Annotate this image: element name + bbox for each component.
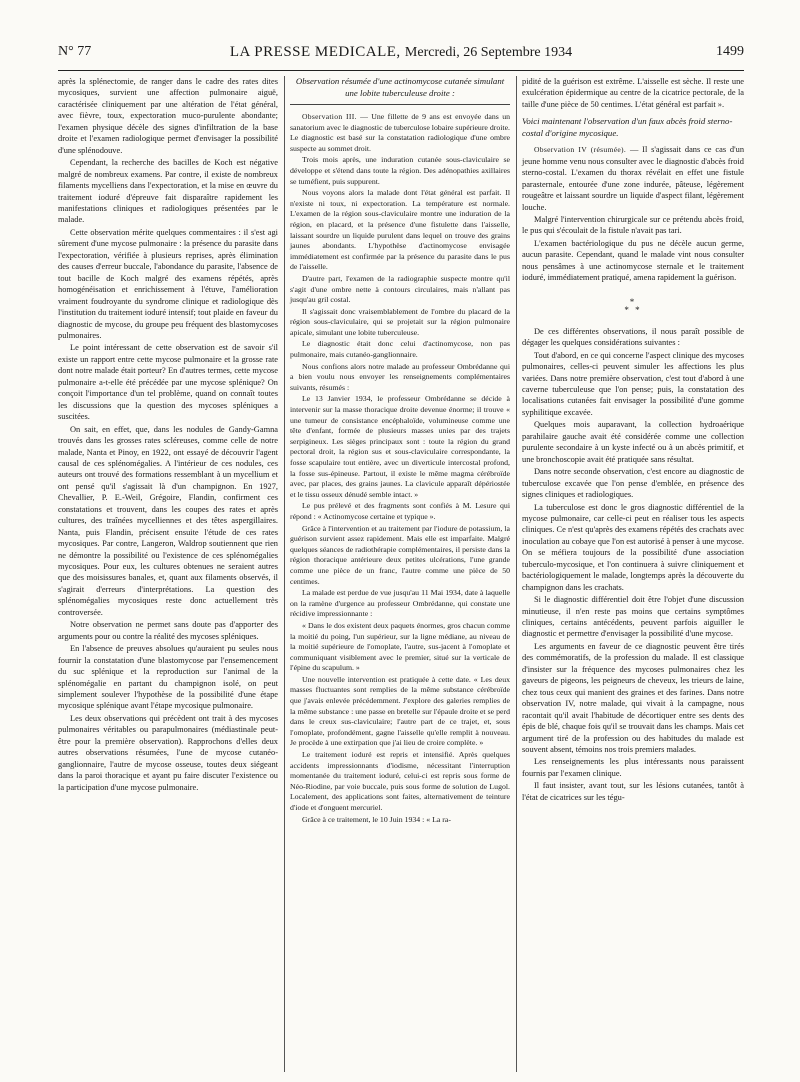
paragraph: Il faut insister, avant tout, sur les lésions cutanées, tantôt à l'état de cicatrices sur les tégu- <box>522 781 744 802</box>
column-divider <box>516 76 517 1072</box>
section-subtitle: Voici maintenant l'observation d'un faux abcès froid sterno-costal d'origine mycosique. <box>522 116 733 138</box>
observation-label: Observation III. <box>302 112 357 121</box>
paragraph: après la splénectomie, de ranger dans le cadre des rates dites mycosiques, survient une affection pulmonaire aiguë, caractérisée cliniquement par une altération de l'état général, avec fièvre, toux, expectoration muco-purulente abondante; l'examen physique décèle des signes d'infiltration de la base droite et l'examen radiologique permet d'envisager la possibilité d'une splénodouve. <box>58 77 278 155</box>
paragraph: Le point intéressant de cette observation est de savoir s'il existe un rapport entre cette mycose pulmonaire et la grosse rate dont notre malade était porteur? En d'autres termes, cette mycose pulmonaire a-t-elle été précédée par une mycose splénique? On conçoit l'importance d'un tel problème, quand on connaît toutes les discussions que la question des mycoses spléniques a suscitées. <box>58 343 278 422</box>
paragraph: Le traitement ioduré est repris et intensifié. Après quelques accidents impressionnants d'iodisme, nécessitant l'interruption momentanée du traitement ioduré, celui-ci est repris sous forme de Néo-Riodine, par voie buccale, puis sous forme de solution de Lugol. Localement, des applications sont faites, alternativement de teinture d'iode et d'onguent mercuriel. <box>290 750 510 812</box>
paragraph: Il s'agissait donc vraisemblablement de l'ombre du placard de la région sous-claviculaire, qui se projetait sur la région pulmonaire apicale, simulant une lobite tuberculeuse. <box>290 306 510 337</box>
paragraph <box>522 144 744 213</box>
paragraph: La tuberculose est donc le gros diagnostic différentiel de la mycose pulmonaire, car celle-ci peut en réaliser tous les aspects cliniques. Ce n'est qu'après des examens répétés des crachats avec inoculation au cobaye que l'on est autorisé à penser à une mycose. On se méfiera toujours de la possibilité d'une association tuberculo-mycosique, et l'on continuera à suivre cliniquement et bactériologiquement le malade, longtemps après la découverte du champignon dans les crachats. <box>522 502 744 592</box>
paragraph: Cependant, la recherche des bacilles de Koch est négative malgré de nombreux examens. Par contre, il existe de nombreux filaments mycelliens dans l'expectoration, et la mise en œuvre du traitement ioduré d'épreuve fait disparaître rapidement les manifestations cliniques et radiologiques présentées par le malade. <box>58 158 278 225</box>
paragraph: « Dans le dos existent deux paquets énormes, gros chacun comme la moitié du poing, l'un supérieur, sur la ligne médiane, au niveau de la moitié supérieure de l'omoplate, l'autre, sus-jacent à l'omoplate et communiquant visiblement avec le premier, situé sur la verticale de l'épine du scapulum. » <box>290 620 510 673</box>
paragraph: En l'absence de preuves absolues qu'auraient pu seules nous fournir la constatation d'une blastomycose par l'ensemencement du suc splénique et la reproduction sur l'animal de la splénomégalie en partant du champignon isolé, on peut simplement soulever l'hypothèse de la possibilité d'une étape mycosique splénique avant l'étape mycosique pulmonaire. <box>58 644 278 711</box>
paragraph: Le diagnostic était donc celui d'actinomycose, non pas pulmonaire, mais cutanéo-ganglionnaire. <box>290 339 510 360</box>
paragraph: Les arguments en faveur de ce diagnostic peuvent être tirés des commémoratifs, de la profession du malade. Il est classique d'insister sur la fréquence des mycoses pulmonaires chez les gaveurs de pigeons, les peigneurs de cheveux, les trieurs de laine, chez tous ceux qui manient des graines et des farines. Dans notre observation IV, notre malade, qui vivait à la campagne, nous racontait qu'il avait l'habitude de décortiquer entre ses dents des épis de blé, chaque fois qu'il se trouvait dans les champs. Mais cet argument tiré de la profession ou des habitudes du malade est souvent absent, témoins nos trois premiers malades. <box>522 641 744 755</box>
paragraph: Le pus prélevé et des fragments sont confiés à M. Lesure qui répond : « Actinomycose certaine et typique ». <box>290 501 510 521</box>
paragraph: Notre observation ne permet sans doute pas d'apporter des arguments pour ou contre la réalité des mycoses spléniques. <box>58 620 278 641</box>
paragraph: On sait, en effet, que, dans les nodules de Gandy-Gamna trouvés dans les grosses rates scléreuses, comme celle de notre malade, Nanta et Pinoy, en 1922, ont essayé de découvrir l'agent causal de ces splénomégalies. A l'intérieur de ces nodules, ces auteurs ont trouvé des formations ressemblant à un mycellium et ont pensé qu'il s'agissait là d'un champignon. En 1927, Chevallier, P. E.-Weil, Grégoire, Flandin, confirment ces constatations et trouvent, dans les coupes des rates et après cultures, des traînées mycelliennes et des têtes aspergillaires. Nanta, puis Flandin, précisent ensuite l'étude de ces rates mycosiques. Par contre, Langeron, Waldrop soutiennent que rien ne démontre la possibilité ou l'existence de ces splénomégalies mycosiques. Pour eux, les cultures obtenues ne seraient autres que des moisissures banales, et, quant aux filaments observés, il s'agirait d'erreurs d'interprétations. La question des splénomégalies mycosiques reste donc actuellement très controversée. <box>58 424 278 617</box>
paragraph: Les renseignements les plus intéressants nous paraissent fournis par l'examen clinique. <box>522 757 744 778</box>
column-divider <box>284 76 285 1072</box>
section-subtitle: Observation résumée d'une actinomycose cutanée simulant une lobite tuberculeuse droite : <box>290 76 510 105</box>
paragraph: Nous voyons alors la malade dont l'état général est parfait. Il n'existe ni toux, ni expectoration. La température est normale. L'examen de la région sous-claviculaire montre une induration de la région, en placard, et la présence d'une fistulette dans l'aisselle, laissant sourdre un liquide purulent dans lequel on trouve des grains jaunes abondants. L'hypothèse d'actinomycose envisagée immédiatement est confirmée par la présence du parasite dans le pus de l'aisselle. <box>290 188 510 272</box>
paragraph: La malade est perdue de vue jusqu'au 11 Mai 1934, date à laquelle on la ramène d'urgence au professeur Ombrédanne, qui constate une récidive impressionnante : <box>290 588 510 619</box>
paragraph: pidité de la guérison est extrême. L'aisselle est sèche. Il reste une exulcération épidermique au centre de la cicatrice pectorale, de la taille d'une pièce de 50 centimes. L'état général est parfait ». <box>522 77 744 109</box>
paragraph-text: — Il s'agissait dans ce cas d'un jeune homme venu nous consulter avec le diagnostic d'abcès froid sterno-costal. L'examen du thorax révélait en effet une fistule parasternale, entourée d'une zone indurée, pâteuse, légèrement rougeâtre et laissant sourdre un liquide d'aspect filant, légèrement louche. <box>522 145 745 212</box>
paragraph: Quelques mois auparavant, la collection hydroaérique parahilaire gauche avait été considérée comme une collection purulente secondaire à un kyste infecté ou à un abcès primitif, et une bronchoscopie avait été pratiquée sans résultat. <box>522 420 744 464</box>
paragraph: De ces différentes observations, il nous paraît possible de dégager les quelques considérations suivantes : <box>522 326 744 348</box>
paragraph <box>290 112 510 154</box>
paragraph: Malgré l'intervention chirurgicale sur ce prétendu abcès froid, le pus qui s'écoulait de la fistule n'avait pas tari. <box>522 214 744 236</box>
paragraph-text: — Une fillette de 9 ans est envoyée dans un sanatorium avec le diagnostic de tuberculose lobaire supérieure droite. Le diagnostic est basé sur la constatation radiologique d'une ombre suspecte au sommet droit. <box>290 112 510 153</box>
journal-name: LA PRESSE MEDICALE, <box>229 44 401 60</box>
column-2 <box>290 76 510 826</box>
paragraph: Cette observation mérite quelques commentaires : il s'est agi sûrement d'une mycose pulmonaire : la présence du parasite dans l'expectoration, vérifiée à plusieurs reprises, après élimination des causes d'erreur buccale, l'abondance du parasite, l'absence de tout bacille de Koch malgré des examens répétés, après homogénéisation et enrichissement à l'étuve, l'amélioration vraiment foudroyante du syndrome clinique et radiologique dès l'institution du traitement ioduré intensif; tout plaide en faveur du diagnostic de mycose, du groupe peu fréquent des blastomycoses pulmonaires. <box>58 227 278 340</box>
page-header <box>58 44 744 71</box>
paragraph: Le 13 Janvier 1934, le professeur Ombrédanne se décide à intervenir sur la masse thoracique droite devenue énorme; il trouve « une tumeur de consistance encéphaloïde, volumineuse comme une tête d'enfant, formée de plusieurs masses unies par des trajets serpigineux. Les sièges principaux sont : toute la région du grand pectoral droit, la région sus et sous-claviculaire correspondante, la fosse scapulaire tout entière, avec un diverticule intercostal profond, la fosse sus-épineuse. Partout, il existe le même magma cérébroïde avec, par places, des grains jaunes. La clavicule apparaît dépériostée et le tissu osseux dénudé semble intact. » <box>290 394 510 499</box>
paragraph: Dans notre seconde observation, c'est encore au diagnostic de tuberculose excavée que l'on pense d'emblée, en présence des signes cliniques et radiologiques. <box>522 467 744 500</box>
paragraph: Tout d'abord, en ce qui concerne l'aspect clinique des mycoses pulmonaires, celles-ci peuvent simuler les affections les plus variées. Dans notre première observation, c'est tout d'abord à une caverne tuberculeuse que l'on pense; puis, la constatation des localisations cutanées fait envisager la possibilité d'une gomme syphilitique excavée. <box>522 350 744 417</box>
paragraph: Une nouvelle intervention est pratiquée à cette date. « Les deux masses fluctuantes sont remplies de la même substance cérébroïde que j'avais enlevée précédemment. J'explore des galeries remplies de la même substance : une passe en bretelle sur l'épaule droite et se perd dans le creux sus-claviculaire; l'autre part de ce trajet, et, sous l'omoplate, profondément, gagne l'aisselle qu'elle remplit à nouveau. Je procède à une extirpation que j'ai lieu de croire complète. » <box>290 674 510 748</box>
column-1 <box>58 76 278 794</box>
paragraph: Les deux observations qui précèdent ont trait à des mycoses pulmonaires véritables ou parapulmonaires (médiastinale peut-être pour la première observation). Rapprochons d'elles deux autres observations résumées, l'une de mycose cutanéo-ganglionnaire, l'autre de mycose osseuse, toutes deux siégeant dans la paroi thoracique et ayant pu faire discuter l'existence ou la participation d'une mycose pulmonaire. <box>58 713 278 792</box>
section-separator-asterisks: * * * <box>624 296 642 315</box>
issue-number: N° 77 <box>58 44 92 59</box>
paragraph: L'examen bactériologique du pus ne décèle aucun germe, aucun parasite. Cependant, quand le malade vint nous consulter nous pensâmes à une actinomycose sternale et le traitement ioduré, immédiatement pratiqué, amena rapidement la guérison. <box>522 238 744 283</box>
paragraph: Grâce à l'intervention et au traitement par l'iodure de potassium, la guérison survient assez rapidement. Mais elle est imparfaite. Malgré quelques séances de radiothérapie complémentaires, il persiste dans la région thoracique antérieure deux petites ulcérations, l'une grande comme une pièce de un franc, l'autre comme une pièce de 50 centimes. <box>290 523 510 586</box>
paragraph: Nous confions alors notre malade au professeur Ombrédanne qui a bien voulu nous envoyer les renseignements complémentaires suivants, résumés : <box>290 361 510 392</box>
issue-date: Mercredi, 26 Septembre 1934 <box>404 45 573 60</box>
column-3 <box>522 76 744 804</box>
paragraph: Trois mois après, une induration cutanée sous-claviculaire se développe et s'étend dans toute la région. Des adénopathies axillaires se tuméfient, puis suppurent. <box>290 155 510 186</box>
page-number: 1499 <box>716 44 744 59</box>
paragraph: D'autre part, l'examen de la radiographie suspecte montre qu'il s'agit d'une ombre nette à contours circulaires, mais n'allant pas jusqu'au gril costal. <box>290 273 510 305</box>
observation-label: Observation IV (résumée). <box>534 145 627 155</box>
paragraph: Si le diagnostic différentiel doit être l'objet d'une discussion minutieuse, il n'en reste pas moins que certains symptômes cliniques, certains antécédents, peuvent parfois aiguiller le diagnostic et permettre d'envisager la possibilité d'une mycose. <box>522 595 744 639</box>
masthead-title <box>58 44 744 61</box>
paragraph: Grâce à ce traitement, le 10 Juin 1934 : « La ra- <box>302 814 451 824</box>
